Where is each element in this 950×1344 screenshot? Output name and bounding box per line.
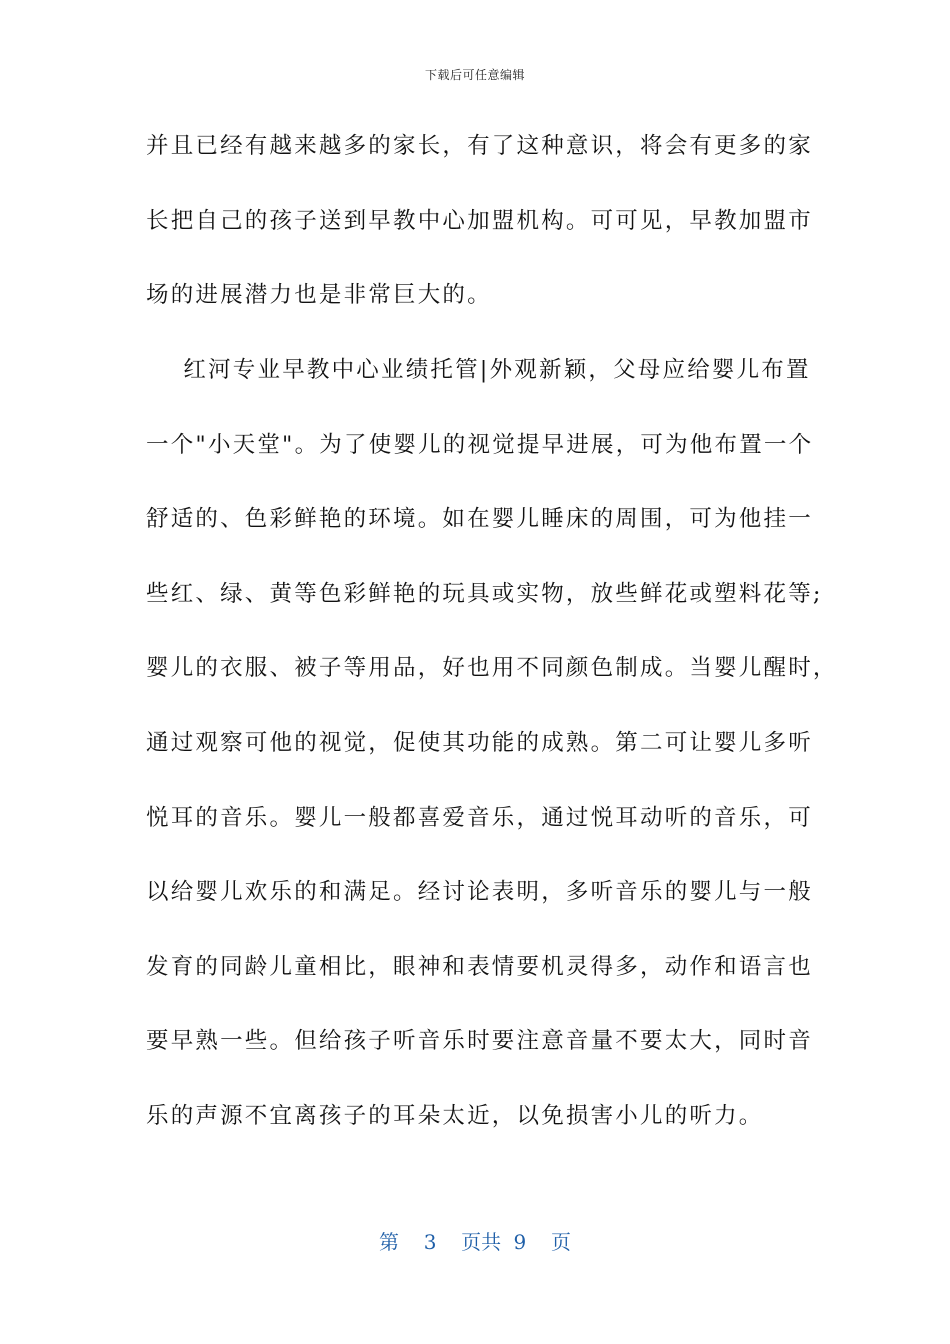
text-line: 以给婴儿欢乐的和满足。经讨论表明，多听音乐的婴儿与一般 [146, 879, 813, 906]
paragraph-2 [146, 355, 838, 1176]
text-line: 悦耳的音乐。婴儿一般都喜爱音乐，通过悦耳动听的音乐，可 [146, 804, 813, 831]
text-line: 要早熟一些。但给孩子听音乐时要注意音量不要太大，同时音 [146, 1028, 813, 1055]
text-line: 发育的同龄儿童相比，眼神和表情要机灵得多，动作和语言也 [146, 953, 813, 980]
text-line: 婴儿的衣服、被子等用品，好也用不同颜色制成。当婴儿醒时， [146, 655, 838, 682]
text-line: 乐的声源不宜离孩子的耳朵太近，以免损害小儿的听力。 [146, 1102, 764, 1129]
header-note: 下载后可任意编辑 [424, 68, 525, 82]
text-line: 通过观察可他的视觉，促使其功能的成熟。第二可让婴儿多听 [146, 729, 813, 756]
text-line: 舒适的、色彩鲜艳的环境。如在婴儿睡床的周围，可为他挂一 [146, 506, 813, 533]
text-line: 并且已经有越来越多的家长，有了这种意识，将会有更多的家 [146, 133, 813, 159]
text-line: 场的进展潜力也是非常巨大的。 [146, 282, 492, 309]
page-number: 第 3 页共 9 页 [379, 1230, 571, 1254]
text-line: 长把自己的孩子送到早教中心加盟机构。可可见，早教加盟市 [146, 207, 813, 234]
text-line: 些红、绿、黄等色彩鲜艳的玩具或实物，放些鲜花或塑料花等; [146, 580, 823, 607]
text-line: 一个"小天堂"。为了使婴儿的视觉提早进展，可为他布置一个 [146, 431, 814, 458]
paragraph-1 [146, 131, 813, 355]
text-line: 红河专业早教中心业绩托管|外观新颖，父母应给婴儿布置 [146, 357, 811, 383]
